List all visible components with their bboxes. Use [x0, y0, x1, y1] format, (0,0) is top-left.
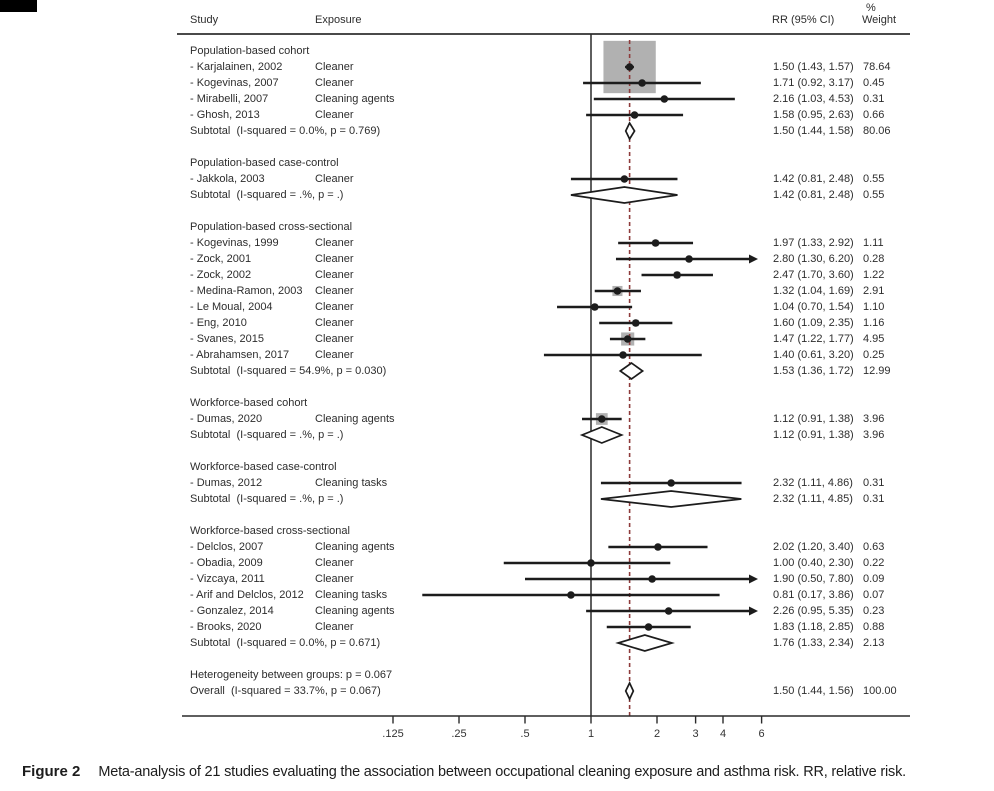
ci-arrow-icon	[749, 255, 758, 264]
effect-dot	[624, 335, 632, 343]
effect-dot	[652, 239, 660, 247]
study-label: - Mirabelli, 2007	[190, 93, 269, 105]
weight-value: 1.22	[863, 269, 885, 281]
rr-value: 1.53 (1.36, 1.72)	[773, 365, 854, 377]
subtotal-diamond	[571, 187, 678, 203]
axis-tick-label: 6	[758, 728, 765, 740]
exposure-label: Cleaning tasks	[315, 589, 388, 601]
weight-value: 0.55	[863, 173, 885, 185]
weight-value: 3.96	[863, 429, 885, 441]
subtotal-diamond	[626, 123, 635, 139]
group-label: Population-based cohort	[190, 45, 310, 57]
study-label: - Svanes, 2015	[190, 333, 264, 345]
weight-value: 0.23	[863, 605, 885, 617]
group-label: Population-based cross-sectional	[190, 221, 353, 233]
effect-dot	[631, 111, 639, 119]
weight-value: 0.45	[863, 77, 885, 89]
weight-value: 1.16	[863, 317, 885, 329]
rr-value: 0.81 (0.17, 3.86)	[773, 589, 854, 601]
exposure-label: Cleaning agents	[315, 605, 395, 617]
weight-value: 2.91	[863, 285, 885, 297]
study-label: - Medina-Ramon, 2003	[190, 285, 303, 297]
effect-dot	[638, 79, 646, 87]
rr-value: 1.50 (1.44, 1.58)	[773, 125, 854, 137]
caption-text: Meta-analysis of 21 studies evaluating the association between occupational cleaning exposure and asthma risk. RR, relative risk.	[98, 764, 906, 780]
rr-value: 1.90 (0.50, 7.80)	[773, 573, 854, 585]
overall-label: Overall (I-squared = 33.7%, p = 0.067)	[190, 685, 381, 697]
study-label: - Ghosh, 2013	[190, 109, 260, 121]
exposure-label: Cleaner	[315, 285, 354, 297]
exposure-label: Cleaner	[315, 301, 354, 313]
study-label: - Eng, 2010	[190, 317, 247, 329]
exposure-label: Cleaner	[315, 77, 354, 89]
exposure-label: Cleaner	[315, 61, 354, 73]
column-header-weight: Weight	[862, 14, 897, 26]
column-header-rr: RR (95% CI)	[772, 14, 835, 26]
rr-value: 1.47 (1.22, 1.77)	[773, 333, 854, 345]
column-header-study: Study	[190, 14, 219, 26]
weight-value: 80.06	[863, 125, 891, 137]
column-header-percent: %	[866, 2, 876, 14]
exposure-label: Cleaner	[315, 253, 354, 265]
rr-value: 1.58 (0.95, 2.63)	[773, 109, 854, 121]
weight-value: 3.96	[863, 413, 885, 425]
effect-dot	[626, 63, 634, 71]
rr-value: 2.02 (1.20, 3.40)	[773, 541, 854, 553]
exposure-label: Cleaner	[315, 557, 354, 569]
column-header-exposure: Exposure	[315, 14, 362, 26]
subtotal-label: Subtotal (I-squared = .%, p = .)	[190, 189, 344, 201]
exposure-label: Cleaning agents	[315, 541, 395, 553]
axis-tick-label: .25	[451, 728, 467, 740]
weight-value: 12.99	[863, 365, 891, 377]
study-label: - Jakkola, 2003	[190, 173, 265, 185]
effect-dot	[619, 351, 627, 359]
subtotal-label: Subtotal (I-squared = .%, p = .)	[190, 493, 344, 505]
group-label: Workforce-based cross-sectional	[190, 525, 350, 537]
rr-value: 1.04 (0.70, 1.54)	[773, 301, 854, 313]
weight-value: 0.22	[863, 557, 885, 569]
rr-value: 2.32 (1.11, 4.86)	[773, 477, 853, 489]
axis-tick-label: 1	[587, 728, 595, 740]
rr-value: 2.16 (1.03, 4.53)	[773, 93, 854, 105]
effect-dot	[685, 255, 693, 263]
study-label: - Obadia, 2009	[190, 557, 263, 569]
weight-value: 2.13	[863, 637, 885, 649]
overall-diamond	[626, 683, 634, 699]
exposure-label: Cleaning tasks	[315, 477, 388, 489]
subtotal-label: Subtotal (I-squared = 0.0%, p = 0.769)	[190, 125, 381, 137]
weight-value: 0.55	[863, 189, 885, 201]
figure-caption	[22, 763, 982, 780]
exposure-label: Cleaning agents	[315, 413, 395, 425]
subtotal-diamond	[601, 491, 741, 507]
subtotal-label: Subtotal (I-squared = 54.9%, p = 0.030)	[190, 365, 387, 377]
effect-dot	[661, 95, 669, 103]
caption-label: Figure 2	[22, 763, 81, 780]
axis-tick-label: .125	[382, 728, 404, 740]
weight-value: 0.66	[863, 109, 885, 121]
rr-value: 2.26 (0.95, 5.35)	[773, 605, 854, 617]
rr-value: 1.60 (1.09, 2.35)	[773, 317, 854, 329]
group-label: Workforce-based case-control	[190, 461, 337, 473]
effect-dot	[667, 479, 675, 487]
study-label: - Zock, 2002	[190, 269, 252, 281]
rr-value: 1.42 (0.81, 2.48)	[773, 173, 854, 185]
effect-dot	[621, 175, 629, 183]
subtotal-diamond	[618, 635, 672, 651]
rr-value: 1.76 (1.33, 2.34)	[773, 637, 854, 649]
study-label: - Karjalainen, 2002	[190, 61, 283, 73]
study-label: - Zock, 2001	[190, 253, 252, 265]
effect-dot	[567, 591, 575, 599]
rr-value: 2.32 (1.11, 4.85)	[773, 493, 853, 505]
effect-dot	[591, 303, 599, 311]
exposure-label: Cleaner	[315, 237, 354, 249]
rr-value: 1.83 (1.18, 2.85)	[773, 621, 854, 633]
rr-value: 1.50 (1.43, 1.57)	[773, 61, 854, 73]
effect-dot	[587, 559, 595, 567]
study-label: - Kogevinas, 2007	[190, 77, 279, 89]
weight-value: 0.31	[863, 477, 885, 489]
exposure-label: Cleaner	[315, 269, 354, 281]
group-label: Workforce-based cohort	[190, 397, 308, 409]
study-label: - Le Moual, 2004	[190, 301, 273, 313]
exposure-label: Cleaner	[315, 173, 354, 185]
effect-dot	[614, 287, 622, 295]
heterogeneity-note: Heterogeneity between groups: p = 0.067	[190, 669, 393, 681]
rr-value: 1.12 (0.91, 1.38)	[773, 429, 854, 441]
rr-value: 2.80 (1.30, 6.20)	[773, 253, 854, 265]
rr-value: 1.50 (1.44, 1.56)	[773, 685, 854, 697]
axis-tick-label: 4	[719, 728, 727, 740]
effect-dot	[632, 319, 640, 327]
weight-value: 4.95	[863, 333, 885, 345]
rr-value: 1.42 (0.81, 2.48)	[773, 189, 854, 201]
weight-value: 0.07	[863, 589, 885, 601]
exposure-label: Cleaner	[315, 317, 354, 329]
effect-dot	[598, 415, 606, 423]
weight-value: 1.10	[863, 301, 885, 313]
weight-value: 0.31	[863, 493, 885, 505]
effect-dot	[673, 271, 681, 279]
rr-value: 1.32 (1.04, 1.69)	[773, 285, 854, 297]
effect-dot	[665, 607, 673, 615]
study-label: - Kogevinas, 1999	[190, 237, 279, 249]
study-label: - Dumas, 2020	[190, 413, 263, 425]
exposure-label: Cleaner	[315, 333, 354, 345]
effect-dot	[648, 575, 656, 583]
effect-dot	[645, 623, 653, 631]
weight-value: 0.88	[863, 621, 885, 633]
effect-dot	[654, 543, 662, 551]
weight-value: 78.64	[863, 61, 891, 73]
subtotal-label: Subtotal (I-squared = .%, p = .)	[190, 429, 344, 441]
ci-arrow-icon	[749, 575, 758, 584]
ci-arrow-icon	[749, 607, 758, 616]
exposure-label: Cleaning agents	[315, 93, 395, 105]
subtotal-diamond	[582, 427, 622, 443]
weight-value: 0.31	[863, 93, 885, 105]
exposure-label: Cleaner	[315, 621, 354, 633]
subtotal-label: Subtotal (I-squared = 0.0%, p = 0.671)	[190, 637, 381, 649]
axis-tick-label: 3	[692, 728, 699, 740]
exposure-label: Cleaner	[315, 349, 354, 361]
rr-value: 1.00 (0.40, 2.30)	[773, 557, 854, 569]
weight-value: 1.11	[863, 237, 884, 249]
study-label: - Arif and Delclos, 2012	[190, 589, 304, 601]
subtotal-diamond	[620, 363, 642, 379]
axis-tick-label: 2	[653, 728, 661, 740]
weight-value: 0.25	[863, 349, 885, 361]
study-label: - Delclos, 2007	[190, 541, 264, 553]
study-label: - Abrahamsen, 2017	[190, 349, 290, 361]
weight-value: 0.09	[863, 573, 885, 585]
rr-value: 1.97 (1.33, 2.92)	[773, 237, 854, 249]
study-label: - Dumas, 2012	[190, 477, 263, 489]
axis-tick-label: .5	[520, 728, 530, 740]
study-label: - Brooks, 2020	[190, 621, 262, 633]
study-label: - Gonzalez, 2014	[190, 605, 274, 617]
weight-value: 0.63	[863, 541, 885, 553]
group-label: Population-based case-control	[190, 157, 339, 169]
rr-value: 1.12 (0.91, 1.38)	[773, 413, 854, 425]
weight-value: 100.00	[863, 685, 897, 697]
study-label: - Vizcaya, 2011	[190, 573, 265, 585]
exposure-label: Cleaner	[315, 573, 354, 585]
rr-value: 1.71 (0.92, 3.17)	[773, 77, 854, 89]
rr-value: 1.40 (0.61, 3.20)	[773, 349, 854, 361]
exposure-label: Cleaner	[315, 109, 354, 121]
rr-value: 2.47 (1.70, 3.60)	[773, 269, 854, 281]
weight-value: 0.28	[863, 253, 885, 265]
